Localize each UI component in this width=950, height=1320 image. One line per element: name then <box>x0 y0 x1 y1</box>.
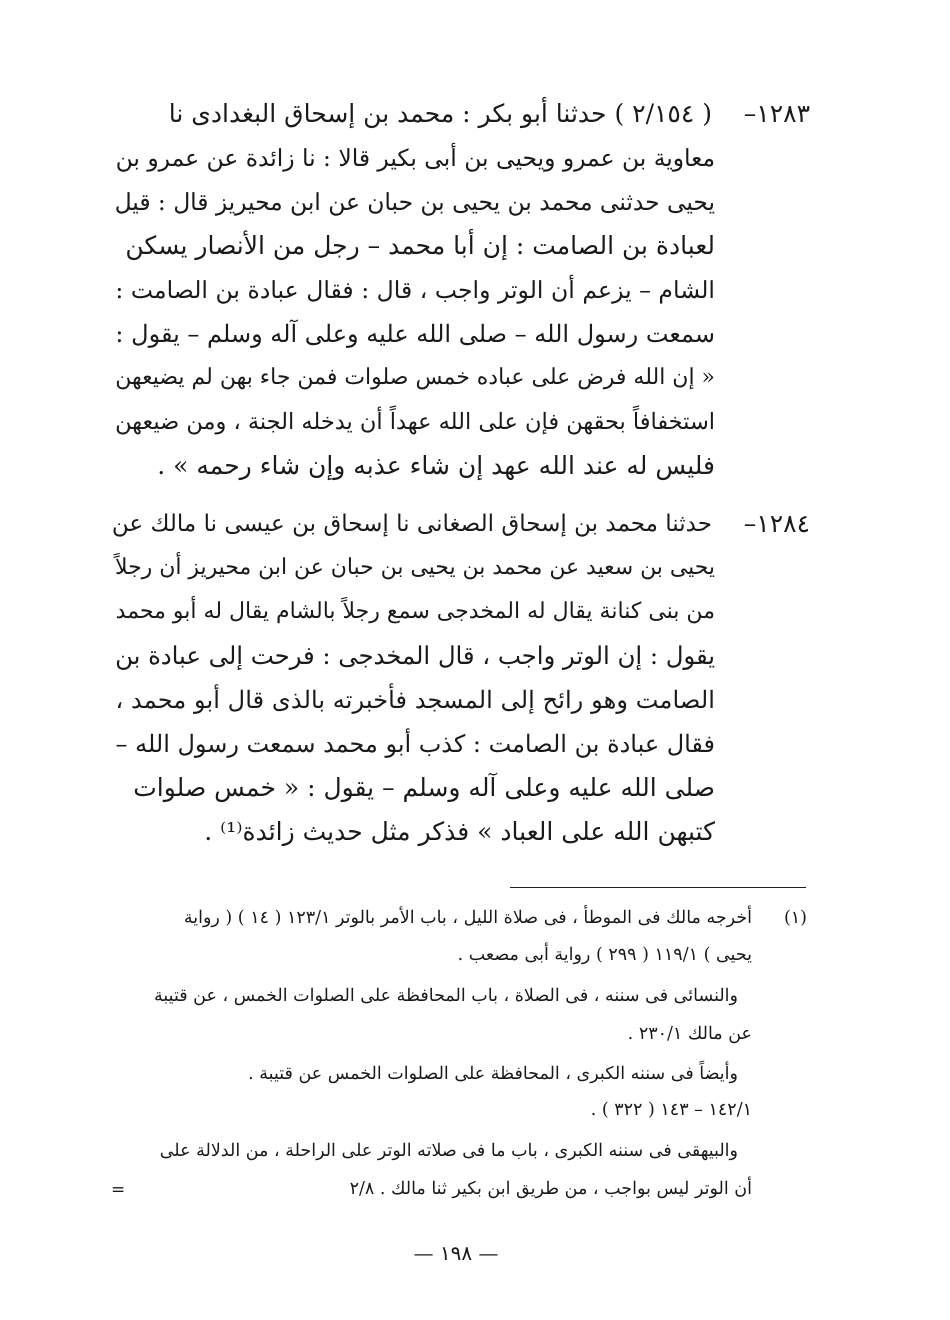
footnote-line: ١٤٢/١ – ١٤٣ ( ٣٢٢ ) . <box>590 1100 752 1120</box>
hadith-text-line: حدثنا محمد بن إسحاق الصغانى نا إسحاق بن عيسى نا مالك عن <box>111 511 712 537</box>
hadith-number: ١٢٨٤– <box>743 509 810 538</box>
hadith-text-line: من بنى كنانة يقال له المخدجى سمع رجلاً بالشام يقال له أبو محمد <box>115 599 715 624</box>
hadith-text-line: يقول : إن الوتر واجب ، قال المخدجى : فرحت إلى عبادة بن <box>115 641 715 670</box>
hadith-text-line: فقال عبادة بن الصامت : كذب أبو محمد سمعت رسول الله – <box>115 730 715 758</box>
footnote-continuation-sign: = <box>111 1180 126 1200</box>
footnote-line: والبيهقى فى سننه الكبرى ، باب ما فى صلاته الوتر على الراحلة ، من الدلالة على <box>159 1141 738 1161</box>
hadith-text-line: يحيى حدثنى محمد بن يحيى بن حبان عن ابن محيريز قال : قيل <box>114 188 715 216</box>
hadith-text-line: صلى الله عليه وعلى آله وسلم – يقول : « خمس صلوات <box>133 773 715 802</box>
hadith-text-line: الصامت وهو رائح إلى المسجد فأخبرته بالذى قال أبو محمد ، <box>115 686 715 714</box>
footnote-line: والنسائى فى سننه ، فى الصلاة ، باب المحافظة على الصلوات الخمس ، عن قتيبة <box>154 986 738 1006</box>
hadith-text-line: الشام – يزعم أن الوتر واجب ، قال : فقال عبادة بن الصامت : <box>115 276 715 304</box>
footnote-line: عن مالك ٢٣٠/١ . <box>627 1024 752 1044</box>
footnote-line: يحيى ) ١١٩/١ ( ٢٩٩ ) رواية أبى مصعب . <box>457 945 752 965</box>
hadith-text-line: فليس له عند الله عهد إن شاء عذبه وإن شاء رحمه » . <box>157 451 715 480</box>
hadith-number: ١٢٨٣– <box>743 99 810 128</box>
hadith-text-line: استخفافاً بحقهن فإن على الله عهداً أن يدخله الجنة ، ومن ضيعهن <box>115 409 715 435</box>
footnote-line: أخرجه مالك فى الموطأ ، فى صلاة الليل ، باب الأمر بالوتر ١٢٣/١ ( ١٤ ) ( رواية <box>183 908 752 928</box>
footnote-separator <box>510 887 806 888</box>
footnote-line: أن الوتر ليس بواجب ، من طريق ابن بكير ثنا مالك . ٢/٨ <box>349 1179 752 1199</box>
hadith-text-line: لعبادة بن الصامت : إن أبا محمد – رجل من الأنصار يسكن <box>125 231 715 260</box>
footnote-marker: (١) <box>783 908 807 928</box>
hadith-text-line: « إن الله فرض على عباده خمس صلوات فمن جاء بهن لم يضيعهن <box>115 365 715 390</box>
hadith-text-line: معاوية بن عمرو ويحيى بن أبى بكير قالا : نا زائدة عن عمرو بن <box>115 144 715 172</box>
footnote-line: وأيضاً فى سننه الكبرى ، المحافظة على الصلوات الخمس عن قتيبة . <box>248 1064 738 1084</box>
hadith-text-line: يحيى بن سعيد عن محمد بن يحيى بن حبان عن ابن محيريز أن رجلاً <box>115 555 715 580</box>
hadith-text-line: كتبهن الله على العباد » فذكر مثل حديث زائدة⁽¹⁾ . <box>204 817 715 846</box>
page-number: — ١٩٨ — <box>413 1241 499 1265</box>
hadith-text-line: ( ٢/١٥٤ ) حدثنا أبو بكر : محمد بن إسحاق البغدادى نا <box>168 99 712 128</box>
hadith-text-line: سمعت رسول الله – صلى الله عليه وعلى آله وسلم – يقول : <box>115 320 715 348</box>
